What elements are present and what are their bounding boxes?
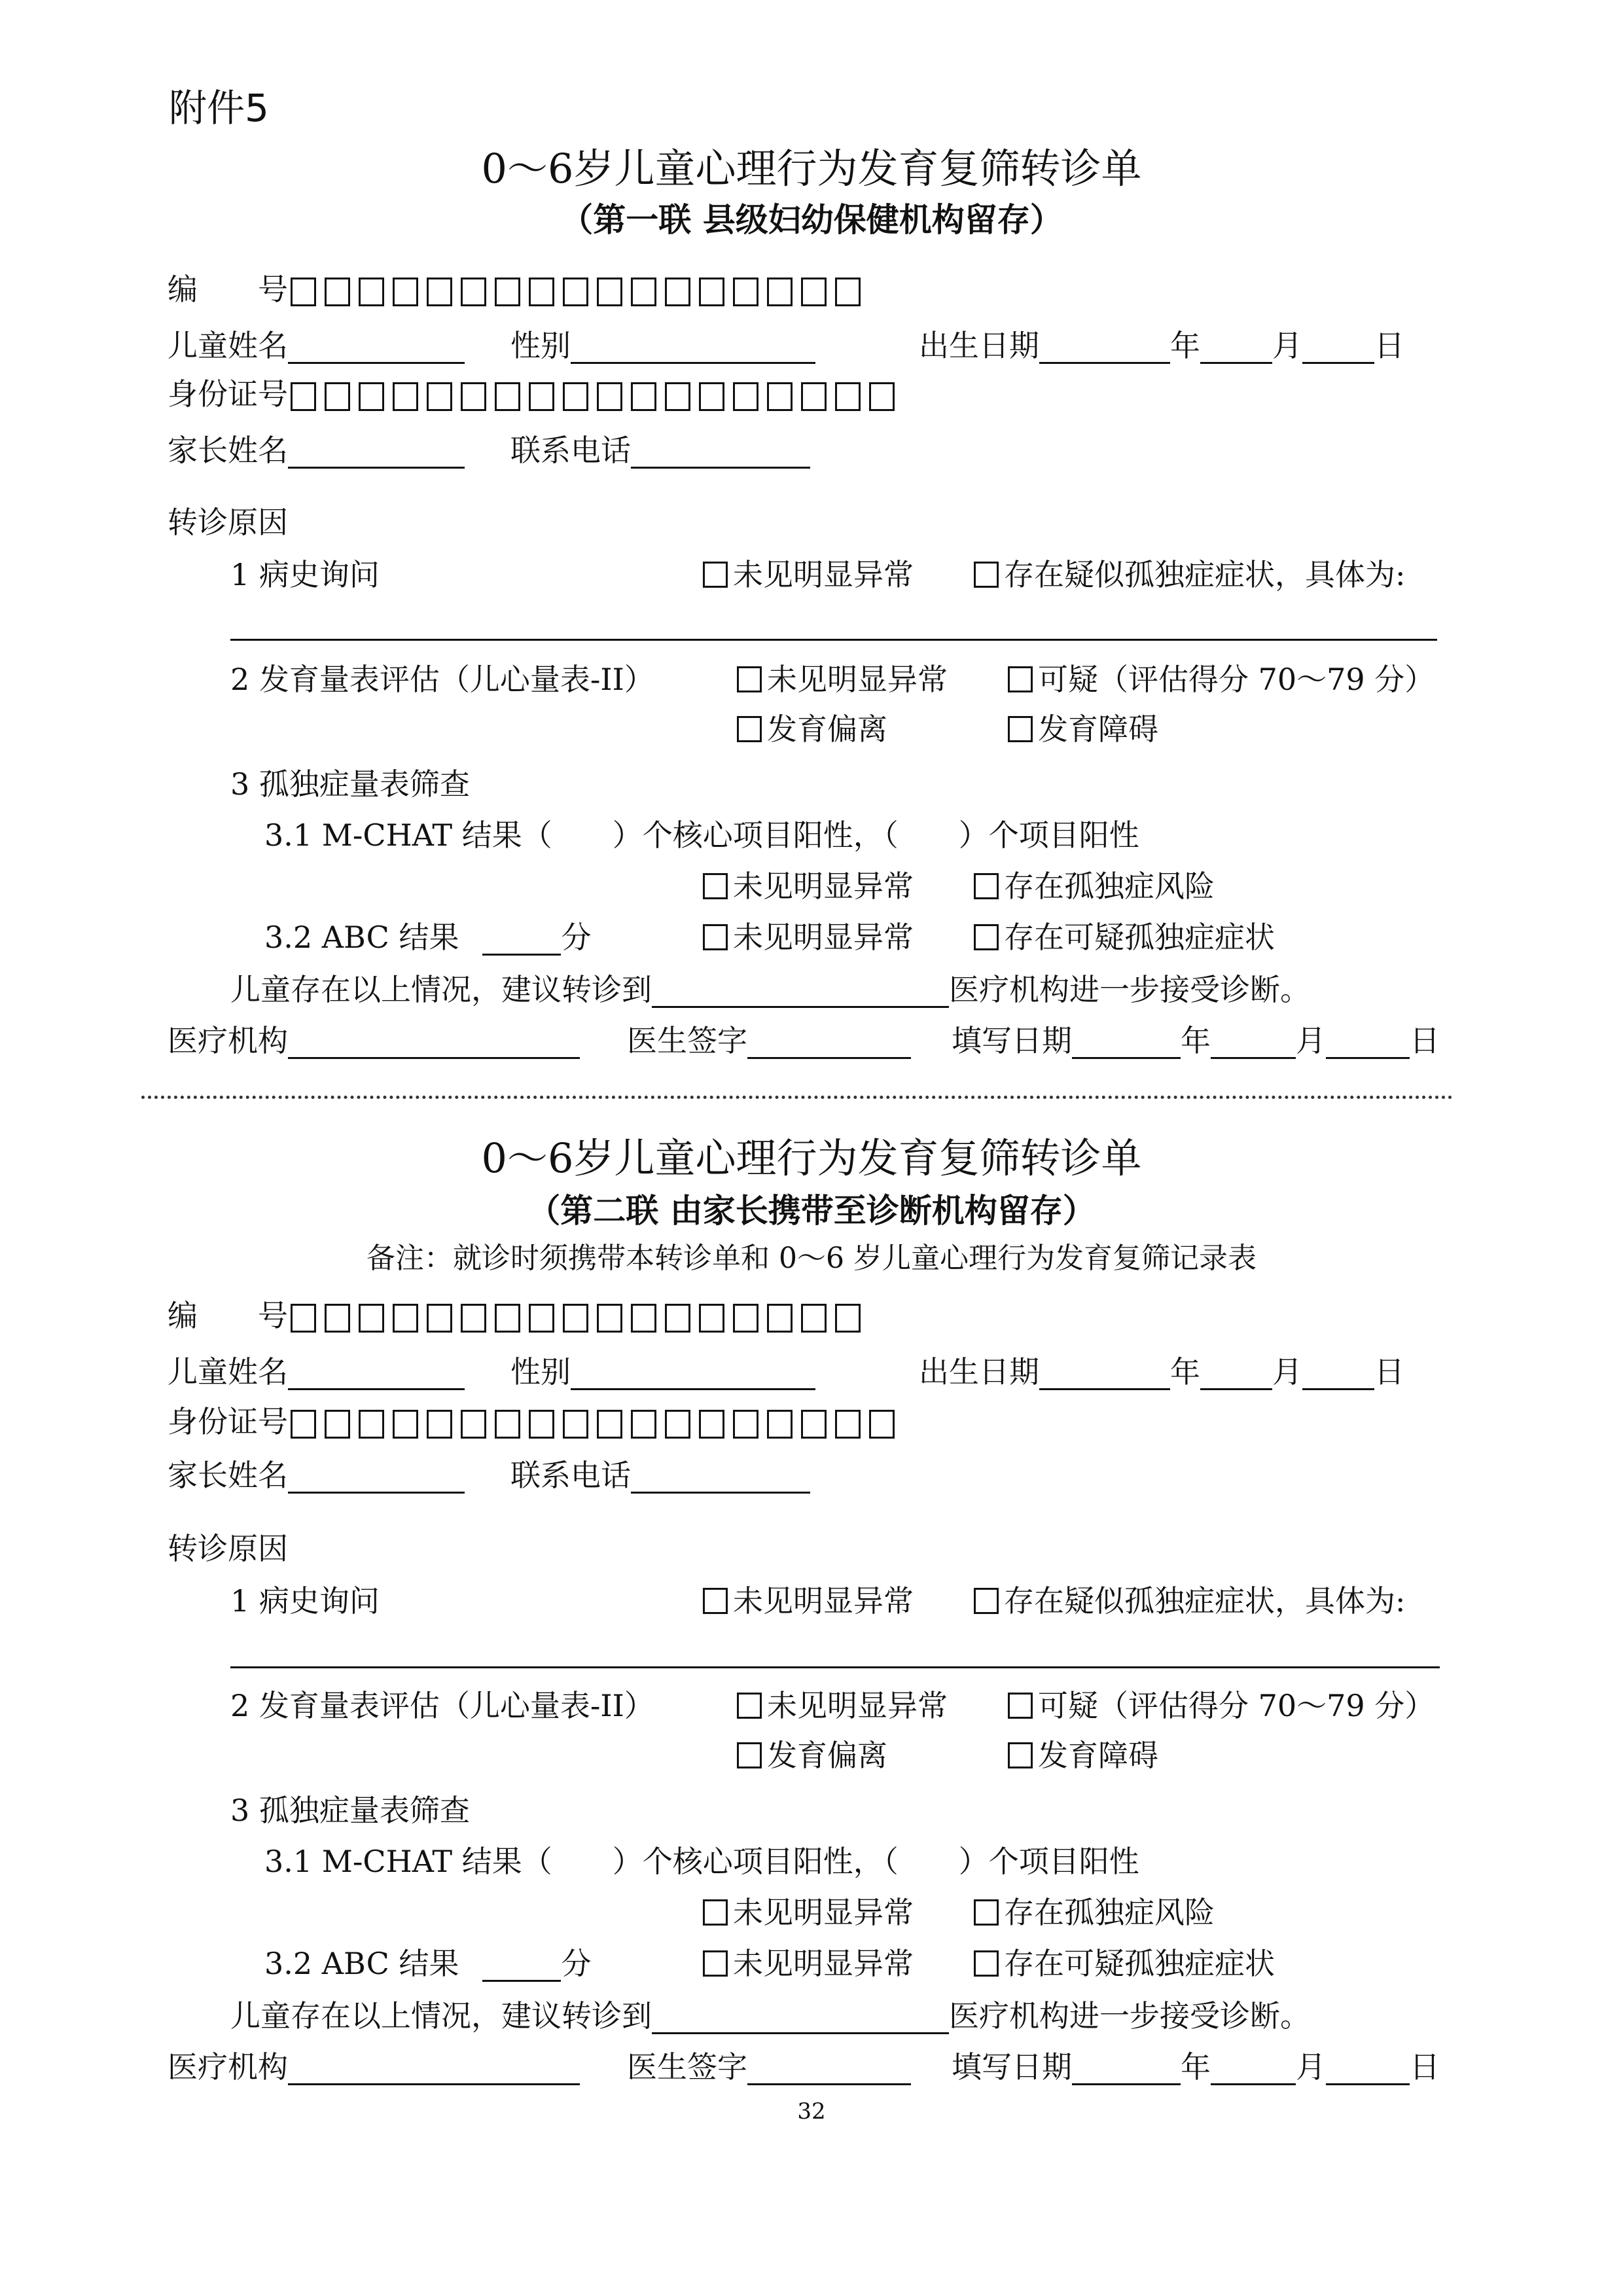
- birth-year-field[interactable]: [1039, 1355, 1170, 1390]
- option-label: 未见明显异常: [733, 869, 914, 904]
- digit-cell[interactable]: [699, 382, 724, 411]
- abc-label: 3.2 ABC 结果: [264, 1946, 459, 1981]
- digit-cell[interactable]: [325, 1410, 350, 1439]
- gender-field[interactable]: [571, 1355, 815, 1390]
- history-suspected-autism-option[interactable]: [974, 556, 1406, 593]
- gender-group: [510, 327, 815, 364]
- digit-cell[interactable]: [291, 278, 316, 306]
- dev-no-abnormal-option[interactable]: [737, 661, 948, 698]
- option-label: 未见明显异常: [733, 1895, 914, 1930]
- digit-cell[interactable]: [393, 1410, 418, 1439]
- option-label: 存在可疑孤独症症状: [1004, 920, 1275, 955]
- digit-cell[interactable]: [393, 1304, 418, 1333]
- checkbox[interactable]: [974, 1950, 999, 1977]
- parent-name-field[interactable]: [288, 1459, 465, 1494]
- phone-field[interactable]: [631, 434, 810, 469]
- gender-label: 性别: [510, 1354, 571, 1390]
- fill-date-group: [952, 1022, 1440, 1059]
- dev-deviation-option[interactable]: [737, 711, 887, 747]
- doctor-sign-label: 医生签字: [627, 2049, 747, 2085]
- parent-name-label: 家长姓名: [168, 433, 288, 468]
- page-number: 32: [797, 2098, 826, 2125]
- option-label: 未见明显异常: [733, 1583, 914, 1619]
- autism-scale-label: 3 孤独症量表筛查: [230, 1793, 470, 1828]
- birth-date-group: [919, 1354, 1404, 1390]
- digit-cell[interactable]: [767, 1410, 793, 1439]
- abc-unit: 分: [561, 920, 592, 955]
- digit-cell[interactable]: [529, 382, 554, 411]
- digit-cell[interactable]: [393, 382, 418, 411]
- child-name-field[interactable]: [288, 329, 465, 364]
- id-number-label: 身份证号: [168, 376, 288, 412]
- birth-date-label: 出生日期: [919, 328, 1039, 363]
- phone-label: 联系电话: [510, 1458, 631, 1493]
- parent-row: [168, 1457, 465, 1494]
- abc-no-abnormal-option[interactable]: [703, 919, 914, 956]
- mchat-result: 3.1 M-CHAT 结果（ ）个核心项目阳性，（ ）个项目阳性: [264, 817, 1139, 853]
- checkbox[interactable]: [703, 924, 728, 950]
- institution-label: 医疗机构: [168, 1023, 288, 1058]
- checkbox[interactable]: [1008, 716, 1033, 742]
- institution-field[interactable]: [288, 1024, 580, 1059]
- fill-month-field[interactable]: [1211, 2051, 1296, 2085]
- doctor-sign-field[interactable]: [747, 2051, 911, 2085]
- annex-label: 附件5: [169, 86, 269, 130]
- checkbox[interactable]: [703, 562, 728, 588]
- mchat-autism-risk-option[interactable]: [974, 1894, 1215, 1931]
- digit-cell[interactable]: [495, 278, 520, 306]
- doctor-sign-group: [627, 1022, 911, 1059]
- digit-cell[interactable]: [529, 278, 554, 306]
- option-label: 未见明显异常: [733, 557, 914, 592]
- symptom-detail-line[interactable]: [230, 1666, 1440, 1668]
- mchat-no-abnormal-option[interactable]: [703, 868, 914, 905]
- id-number-cells[interactable]: [291, 382, 895, 411]
- birth-day-field[interactable]: [1302, 1355, 1374, 1390]
- child-info-row: [168, 327, 465, 364]
- checkbox[interactable]: [974, 924, 999, 950]
- option-label: 未见明显异常: [767, 662, 948, 697]
- mchat-no-abnormal-option[interactable]: [703, 1894, 914, 1931]
- parent-row: [168, 432, 465, 469]
- child-name-label: 儿童姓名: [168, 1354, 288, 1390]
- digit-cell[interactable]: [563, 1304, 588, 1333]
- serial-label: 编 号: [168, 272, 288, 307]
- birth-month-field[interactable]: [1200, 1355, 1272, 1390]
- digit-cell[interactable]: [427, 382, 452, 411]
- digit-cell[interactable]: [325, 278, 350, 306]
- referral-prefix: 儿童存在以上情况，建议转诊到: [230, 1998, 652, 2034]
- mchat-autism-risk-option[interactable]: [974, 868, 1215, 905]
- digit-cell[interactable]: [699, 1410, 724, 1439]
- digit-cell[interactable]: [325, 1304, 350, 1333]
- digit-cell[interactable]: [631, 1410, 656, 1439]
- phone-group: [510, 432, 810, 469]
- digit-cell[interactable]: [427, 278, 452, 306]
- digit-cell[interactable]: [325, 382, 350, 411]
- digit-cell[interactable]: [291, 1304, 316, 1333]
- child-info-row: [168, 1354, 465, 1390]
- checkbox[interactable]: [703, 1899, 728, 1926]
- option-label: 未见明显异常: [733, 920, 914, 955]
- option-label: 存在疑似孤独症症状，具体为:: [1004, 1583, 1406, 1619]
- digit-cell[interactable]: [733, 382, 758, 411]
- digit-cell[interactable]: [767, 382, 793, 411]
- digit-cell[interactable]: [631, 1304, 656, 1333]
- digit-cell[interactable]: [699, 1304, 724, 1333]
- digit-cell[interactable]: [461, 382, 486, 411]
- dev-scale-label: 2 发育量表评估（儿心量表-II）: [230, 1688, 654, 1723]
- serial-number-cells[interactable]: [291, 1304, 861, 1333]
- dev-disorder-option[interactable]: [1008, 711, 1158, 747]
- referral-institution-field[interactable]: [652, 973, 949, 1008]
- month-label: 月: [1272, 1354, 1302, 1390]
- digit-cell[interactable]: [359, 382, 384, 411]
- digit-cell[interactable]: [495, 1304, 520, 1333]
- digit-cell[interactable]: [801, 278, 827, 306]
- gender-field[interactable]: [571, 329, 815, 364]
- digit-cell[interactable]: [393, 278, 418, 306]
- gender-group: [510, 1354, 815, 1390]
- phone-group: [510, 1457, 810, 1494]
- dev-disorder-option[interactable]: [1008, 1737, 1158, 1774]
- digit-cell[interactable]: [835, 382, 861, 411]
- digit-cell[interactable]: [631, 278, 656, 306]
- mchat-result: 3.1 M-CHAT 结果（ ）个核心项目阳性，（ ）个项目阳性: [264, 1844, 1139, 1879]
- referral-suffix: 医疗机构进一步接受诊断。: [949, 972, 1310, 1007]
- digit-cell[interactable]: [801, 382, 827, 411]
- checkbox[interactable]: [1008, 1742, 1033, 1768]
- checkbox[interactable]: [703, 1588, 728, 1614]
- checkbox[interactable]: [737, 666, 762, 692]
- option-label: 可疑（评估得分 70～79 分）: [1038, 662, 1435, 697]
- option-label: 存在疑似孤独症症状，具体为:: [1004, 557, 1406, 592]
- id-number-label: 身份证号: [168, 1404, 288, 1439]
- reason-label: 转诊原因: [168, 505, 288, 540]
- checkbox[interactable]: [737, 1693, 762, 1719]
- checkbox[interactable]: [737, 1742, 762, 1768]
- digit-cell[interactable]: [835, 1410, 861, 1439]
- abc-score-field[interactable]: [482, 921, 561, 956]
- option-label: 发育障碍: [1038, 711, 1158, 747]
- digit-cell[interactable]: [767, 278, 793, 306]
- birth-date-group: [919, 327, 1404, 364]
- digit-cell[interactable]: [563, 278, 588, 306]
- referral-sentence: [230, 971, 1310, 1008]
- digit-cell[interactable]: [597, 382, 622, 411]
- reason-label: 转诊原因: [168, 1531, 288, 1566]
- dev-deviation-option[interactable]: [737, 1737, 887, 1774]
- digit-cell[interactable]: [563, 382, 588, 411]
- option-label: 存在孤独症风险: [1004, 869, 1215, 904]
- signature-row: [168, 2049, 580, 2085]
- day-label: 日: [1410, 2049, 1440, 2085]
- serial-number-row: [168, 271, 861, 308]
- dev-questionable-option[interactable]: [1008, 1687, 1435, 1724]
- digit-cell[interactable]: [597, 1410, 622, 1439]
- form-title: 0～6岁儿童心理行为发育复筛转诊单: [481, 1134, 1142, 1182]
- form-subtitle: （第二联 由家长携带至诊断机构留存）: [527, 1191, 1096, 1230]
- referral-prefix: 儿童存在以上情况，建议转诊到: [230, 972, 652, 1007]
- abc-result-row: [264, 1945, 591, 1982]
- digit-cell[interactable]: [733, 1304, 758, 1333]
- day-label: 日: [1374, 328, 1404, 363]
- history-label: 1 病史询问: [230, 557, 380, 592]
- digit-cell[interactable]: [665, 1410, 690, 1439]
- form-note: 备注：就诊时须携带本转诊单和 0～6 岁儿童心理行为发育复筛记录表: [366, 1242, 1257, 1275]
- referral-institution-field[interactable]: [652, 2000, 949, 2034]
- digit-cell[interactable]: [801, 1410, 827, 1439]
- option-label: 存在孤独症风险: [1004, 1895, 1215, 1930]
- abc-suspected-symptoms-option[interactable]: [974, 1945, 1275, 1982]
- tear-line[interactable]: [141, 1096, 1453, 1099]
- history-no-abnormal-option[interactable]: [703, 1583, 914, 1619]
- serial-label: 编 号: [168, 1298, 288, 1333]
- doctor-sign-group: [627, 2049, 911, 2085]
- digit-cell[interactable]: [869, 382, 895, 411]
- serial-number-cells[interactable]: [291, 278, 861, 306]
- symptom-detail-line[interactable]: [230, 639, 1437, 641]
- fill-month-field[interactable]: [1211, 1024, 1296, 1059]
- parent-name-label: 家长姓名: [168, 1458, 288, 1493]
- id-number-row: [168, 376, 895, 412]
- digit-cell[interactable]: [835, 278, 861, 306]
- checkbox[interactable]: [737, 716, 762, 742]
- digit-cell[interactable]: [495, 1410, 520, 1439]
- digit-cell[interactable]: [529, 1304, 554, 1333]
- digit-cell[interactable]: [461, 278, 486, 306]
- year-label: 年: [1181, 2049, 1211, 2085]
- option-label: 发育偏离: [767, 711, 887, 747]
- digit-cell[interactable]: [359, 1410, 384, 1439]
- child-name-label: 儿童姓名: [168, 328, 288, 363]
- birth-year-field[interactable]: [1039, 329, 1170, 364]
- option-label: 可疑（评估得分 70～79 分）: [1038, 1688, 1435, 1723]
- digit-cell[interactable]: [835, 1304, 861, 1333]
- abc-unit: 分: [561, 1946, 592, 1981]
- form-subtitle: （第一联 县级妇幼保健机构留存）: [560, 200, 1063, 239]
- option-label: 存在可疑孤独症症状: [1004, 1946, 1275, 1981]
- phone-label: 联系电话: [510, 433, 631, 468]
- parent-name-field[interactable]: [288, 434, 465, 469]
- id-number-row: [168, 1403, 895, 1440]
- day-label: 日: [1374, 1354, 1404, 1390]
- year-label: 年: [1170, 1354, 1200, 1390]
- digit-cell[interactable]: [563, 1410, 588, 1439]
- fill-date-group: [952, 2049, 1440, 2085]
- fill-date-label: 填写日期: [952, 1023, 1072, 1058]
- fill-day-field[interactable]: [1326, 1024, 1410, 1059]
- digit-cell[interactable]: [767, 1304, 793, 1333]
- year-label: 年: [1170, 328, 1200, 363]
- fill-year-field[interactable]: [1072, 2051, 1181, 2085]
- option-label: 发育障碍: [1038, 1738, 1158, 1773]
- history-suspected-autism-option[interactable]: [974, 1583, 1406, 1619]
- abc-result-row: [264, 919, 591, 956]
- dev-questionable-option[interactable]: [1008, 661, 1435, 698]
- autism-scale-label: 3 孤独症量表筛查: [230, 766, 470, 802]
- child-name-field[interactable]: [288, 1355, 465, 1390]
- digit-cell[interactable]: [801, 1304, 827, 1333]
- institution-label: 医疗机构: [168, 2049, 288, 2085]
- birth-month-field[interactable]: [1200, 329, 1272, 364]
- digit-cell[interactable]: [291, 382, 316, 411]
- digit-cell[interactable]: [597, 278, 622, 306]
- option-label: 未见明显异常: [733, 1946, 914, 1981]
- doctor-sign-label: 医生签字: [627, 1023, 747, 1058]
- fill-date-label: 填写日期: [952, 2049, 1072, 2085]
- digit-cell[interactable]: [359, 278, 384, 306]
- month-label: 月: [1296, 1023, 1326, 1058]
- digit-cell[interactable]: [665, 382, 690, 411]
- id-number-cells[interactable]: [291, 1410, 895, 1439]
- checkbox[interactable]: [1008, 1693, 1033, 1719]
- abc-score-field[interactable]: [482, 1947, 561, 1982]
- abc-no-abnormal-option[interactable]: [703, 1945, 914, 1982]
- form-title: 0～6岁儿童心理行为发育复筛转诊单: [481, 145, 1142, 192]
- phone-field[interactable]: [631, 1459, 810, 1494]
- digit-cell[interactable]: [461, 1304, 486, 1333]
- referral-sentence: [230, 1998, 1310, 2034]
- birth-day-field[interactable]: [1302, 329, 1374, 364]
- history-no-abnormal-option[interactable]: [703, 556, 914, 593]
- digit-cell[interactable]: [495, 382, 520, 411]
- gender-label: 性别: [510, 328, 571, 363]
- digit-cell[interactable]: [631, 382, 656, 411]
- digit-cell[interactable]: [869, 1410, 895, 1439]
- month-label: 月: [1296, 2049, 1326, 2085]
- option-label: 未见明显异常: [767, 1688, 948, 1723]
- doctor-sign-field[interactable]: [747, 1024, 911, 1059]
- fill-day-field[interactable]: [1326, 2051, 1410, 2085]
- digit-cell[interactable]: [529, 1410, 554, 1439]
- digit-cell[interactable]: [427, 1410, 452, 1439]
- history-label: 1 病史询问: [230, 1583, 380, 1619]
- digit-cell[interactable]: [291, 1410, 316, 1439]
- digit-cell[interactable]: [461, 1410, 486, 1439]
- checkbox[interactable]: [703, 873, 728, 899]
- abc-label: 3.2 ABC 结果: [264, 920, 459, 955]
- checkbox[interactable]: [974, 1899, 999, 1926]
- checkbox[interactable]: [1008, 666, 1033, 692]
- abc-suspected-symptoms-option[interactable]: [974, 919, 1275, 956]
- day-label: 日: [1410, 1023, 1440, 1058]
- digit-cell[interactable]: [733, 1410, 758, 1439]
- option-label: 发育偏离: [767, 1738, 887, 1773]
- digit-cell[interactable]: [427, 1304, 452, 1333]
- digit-cell[interactable]: [597, 1304, 622, 1333]
- digit-cell[interactable]: [359, 1304, 384, 1333]
- checkbox[interactable]: [974, 1588, 999, 1614]
- digit-cell[interactable]: [733, 278, 758, 306]
- institution-field[interactable]: [288, 2051, 580, 2085]
- birth-date-label: 出生日期: [919, 1354, 1039, 1390]
- dev-scale-label: 2 发育量表评估（儿心量表-II）: [230, 662, 654, 697]
- checkbox[interactable]: [974, 873, 999, 899]
- digit-cell[interactable]: [699, 278, 724, 306]
- month-label: 月: [1272, 328, 1302, 363]
- dev-no-abnormal-option[interactable]: [737, 1687, 948, 1724]
- serial-number-row: [168, 1297, 861, 1334]
- checkbox[interactable]: [974, 562, 999, 588]
- fill-year-field[interactable]: [1072, 1024, 1181, 1059]
- year-label: 年: [1181, 1023, 1211, 1058]
- digit-cell[interactable]: [665, 278, 690, 306]
- referral-suffix: 医疗机构进一步接受诊断。: [949, 1998, 1310, 2034]
- checkbox[interactable]: [703, 1950, 728, 1977]
- signature-row: [168, 1022, 580, 1059]
- digit-cell[interactable]: [665, 1304, 690, 1333]
